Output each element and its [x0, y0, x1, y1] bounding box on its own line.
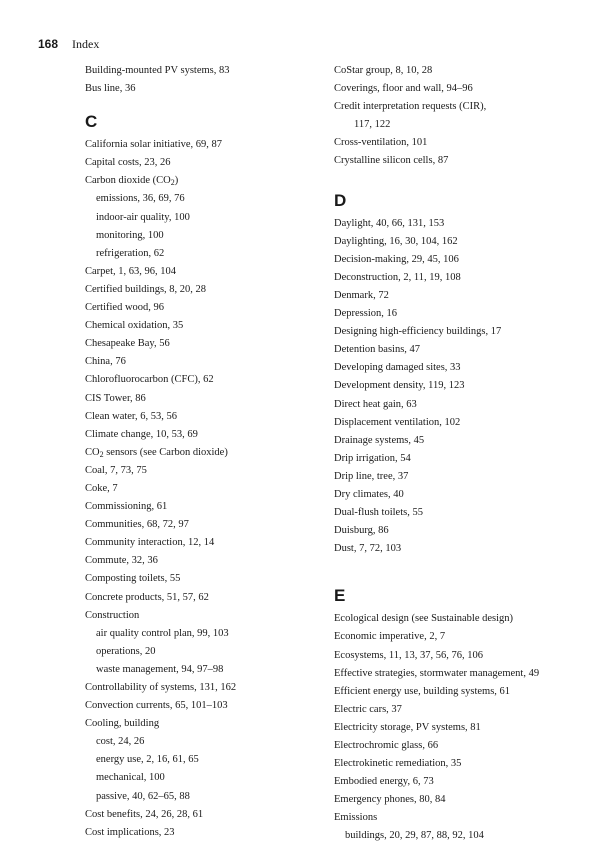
index-entry: Duisburg, 86	[334, 525, 389, 537]
index-entry: Cost benefits, 24, 26, 28, 61	[85, 808, 204, 820]
index-entry: Drip irrigation, 54	[334, 452, 411, 464]
index-entry: Efficient energy use, building systems, 61	[334, 685, 511, 697]
index-subentry: refrigeration, 62	[96, 247, 165, 259]
page-header	[38, 37, 99, 52]
subscript: 2	[170, 178, 175, 188]
index-entry: Displacement ventilation, 102	[334, 416, 461, 428]
index-entry: Ecosystems, 11, 13, 37, 56, 76, 106	[334, 649, 483, 661]
index-entry: Concrete products, 51, 57, 62	[85, 591, 209, 603]
index-entry: Cooling, building	[85, 718, 160, 730]
index-entry: Effective strategies, stormwater management, 49	[334, 667, 540, 679]
index-entry: Daylighting, 16, 30, 104, 162	[334, 235, 458, 247]
index-entry: Construction	[85, 609, 140, 621]
index-entry: Convection currents, 65, 101–103	[85, 700, 228, 712]
index-entry-co2-sensors	[85, 444, 335, 462]
index-column-right	[334, 62, 584, 846]
co2-text-end: )	[174, 175, 179, 187]
index-entry: Direct heat gain, 63	[334, 398, 417, 410]
index-subentry: passive, 40, 62–65, 88	[96, 790, 190, 802]
index-entry: Certified wood, 96	[85, 302, 165, 314]
subscript: 2	[99, 449, 104, 459]
index-entry: Deconstruction, 2, 11, 19, 108	[334, 271, 461, 283]
index-entry: Decision-making, 29, 45, 106	[334, 253, 459, 265]
index-entry: CIS Tower, 86	[85, 392, 146, 404]
index-entry: Chesapeake Bay, 56	[85, 338, 170, 350]
index-entry: Cost implications, 23	[85, 826, 175, 838]
index-entry: Detention basins, 47	[334, 344, 421, 356]
index-subentry: mechanical, 100	[96, 772, 165, 784]
index-entry: Commute, 32, 36	[85, 555, 158, 567]
index-entry: Commissioning, 61	[85, 501, 168, 513]
index-entry: Drip line, tree, 37	[334, 470, 409, 482]
index-entry: Chlorofluorocarbon (CFC), 62	[85, 374, 214, 386]
index-entry: Developing damaged sites, 33	[334, 362, 461, 374]
index-entry: Clean water, 6, 53, 56	[85, 410, 178, 422]
index-entry: Drainage systems, 45	[334, 434, 425, 446]
index-entry: Community interaction, 12, 14	[85, 537, 215, 549]
index-entry: Crystalline silicon cells, 87	[334, 155, 449, 167]
index-entry: Coke, 7	[85, 482, 118, 494]
index-entry: Carpet, 1, 63, 96, 104	[85, 265, 176, 277]
co2-sensors-text: sensors (see Carbon dioxide)	[103, 446, 228, 458]
page-number: 168	[38, 37, 59, 51]
index-entry: Electrochromic glass, 66	[334, 740, 439, 751]
index-entry: Capital costs, 23, 26	[85, 157, 171, 169]
index-entry: California solar initiative, 69, 87	[85, 139, 223, 151]
index-entry: Chemical oxidation, 35	[85, 320, 184, 332]
section-letter-e: E	[334, 586, 346, 606]
index-entry: Coverings, floor and wall, 94–96	[334, 83, 473, 95]
index-entry: Building-mounted PV systems, 83	[85, 65, 230, 76]
index-subentry: operations, 20	[96, 645, 156, 657]
index-entry: Dual-flush toilets, 55	[334, 507, 423, 519]
index-entry: Emergency phones, 80, 84	[334, 794, 446, 806]
index-subentry: cost, 24, 26	[96, 736, 145, 748]
index-subentry: energy use, 2, 16, 61, 65	[96, 754, 199, 766]
index-entry: CoStar group, 8, 10, 28	[334, 65, 433, 76]
index-entry: China, 76	[85, 356, 126, 368]
index-entry: Climate change, 10, 53, 69	[85, 428, 198, 440]
index-subentry: waste management, 94, 97–98	[96, 663, 224, 675]
index-entry: Electric cars, 37	[334, 703, 402, 715]
index-entry: Dry climates, 40	[334, 488, 404, 500]
index-entry: Daylight, 40, 66, 131, 153	[334, 217, 445, 229]
index-entry: Denmark, 72	[334, 289, 389, 301]
index-entry: Embodied energy, 6, 73	[334, 776, 434, 788]
index-entry: Ecological design (see Sustainable design)	[334, 613, 514, 625]
co2-text: CO	[85, 446, 100, 458]
running-head: Index	[72, 37, 100, 51]
index-entry: Controllability of systems, 131, 162	[85, 682, 237, 693]
index-entry: Dust, 7, 72, 103	[334, 543, 402, 555]
index-subentry: air quality control plan, 99, 103	[96, 627, 229, 639]
index-entry-co2	[85, 172, 335, 190]
index-entry: Designing high-efficiency buildings, 17	[334, 326, 502, 338]
section-letter-d: D	[334, 190, 347, 210]
index-entry: Coal, 7, 73, 75	[85, 464, 147, 476]
index-entry: Communities, 68, 72, 97	[85, 519, 189, 531]
section-letter-c: C	[85, 112, 98, 132]
index-subentry: emissions, 36, 69, 76	[96, 193, 185, 205]
index-entry: Composting toilets, 55	[85, 573, 181, 585]
index-subentry: indoor-air quality, 100	[96, 211, 190, 223]
index-entry-continuation: 117, 122	[354, 119, 391, 131]
index-entry: Certified buildings, 8, 20, 28	[85, 283, 207, 295]
index-entry: Depression, 16	[334, 308, 397, 320]
index-entry: Emissions	[334, 812, 378, 824]
index-subentry: buildings, 20, 29, 87, 88, 92, 104	[345, 830, 484, 842]
index-subentry: monitoring, 100	[96, 229, 164, 241]
index-entry: Electrokinetic remediation, 35	[334, 758, 462, 770]
index-column-left	[85, 62, 335, 842]
co2-text: Carbon dioxide (CO	[85, 175, 171, 187]
index-entry: Bus line, 36	[85, 83, 136, 95]
index-entry: Electricity storage, PV systems, 81	[334, 721, 481, 733]
index-entry: Credit interpretation requests (CIR),	[334, 101, 487, 113]
index-entry: Development density, 119, 123	[334, 380, 465, 392]
index-entry: Economic imperative, 2, 7	[334, 631, 446, 643]
index-entry: Cross-ventilation, 101	[334, 137, 428, 149]
